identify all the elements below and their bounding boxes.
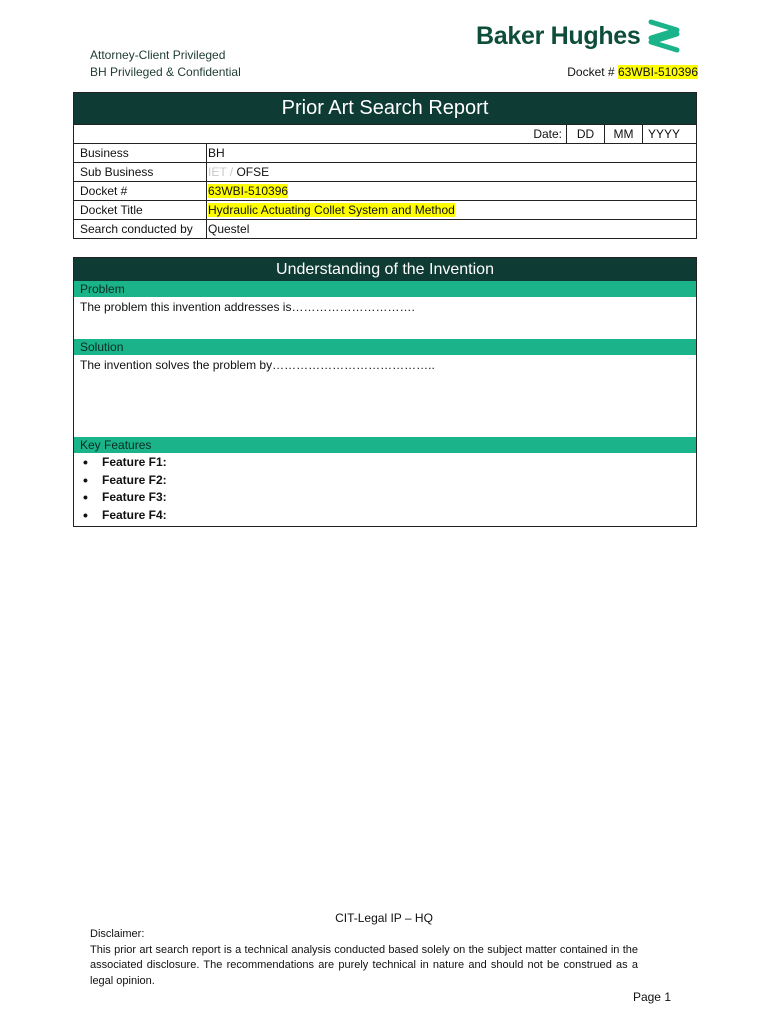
header-docket bbox=[567, 65, 698, 79]
footer-department: CIT-Legal IP – HQ bbox=[335, 911, 433, 925]
privilege-line-2: BH Privileged & Confidential bbox=[90, 65, 241, 79]
bullet-icon: • bbox=[83, 506, 88, 523]
sub-business-value bbox=[207, 163, 697, 182]
header-docket-label: Docket # bbox=[567, 65, 618, 79]
docket-label: Docket # bbox=[74, 182, 207, 201]
company-logo bbox=[476, 18, 681, 54]
header-docket-value: 63WBI-510396 bbox=[617, 65, 698, 79]
business-label: Business bbox=[74, 144, 207, 163]
logo-text: Baker Hughes bbox=[476, 21, 641, 50]
key-features-heading: Key Features bbox=[74, 437, 696, 453]
disclaimer bbox=[90, 927, 638, 989]
sub-business-current: OFSE bbox=[236, 165, 270, 179]
problem-text: The problem this invention addresses is…………………………. bbox=[80, 300, 415, 314]
feature-label: Feature F2: bbox=[102, 472, 167, 487]
list-item bbox=[80, 489, 690, 507]
business-value: BH bbox=[207, 144, 697, 163]
date-label: Date: bbox=[74, 125, 567, 144]
invention-section-title: Understanding of the Invention bbox=[74, 258, 696, 281]
sub-business-greyed: IET / bbox=[208, 165, 237, 179]
solution-text: The invention solves the problem by………………………………….. bbox=[80, 358, 435, 372]
docket-title-label: Docket Title bbox=[74, 201, 207, 220]
date-month: MM bbox=[605, 125, 643, 144]
search-by-value: Questel bbox=[207, 220, 697, 239]
feature-list bbox=[74, 453, 696, 526]
list-item bbox=[80, 507, 690, 525]
baker-hughes-logo-icon bbox=[647, 18, 681, 54]
bullet-icon: • bbox=[83, 489, 88, 505]
docket-value-cell bbox=[207, 182, 697, 201]
solution-heading: Solution bbox=[74, 339, 696, 355]
sub-business-label: Sub Business bbox=[74, 163, 207, 182]
feature-label: Feature F1: bbox=[102, 455, 167, 469]
docket-title-cell bbox=[207, 201, 697, 220]
disclaimer-label: Disclaimer: bbox=[90, 928, 145, 940]
table-row bbox=[74, 182, 697, 201]
report-title: Prior Art Search Report bbox=[74, 93, 697, 125]
date-year: YYYY bbox=[643, 125, 697, 144]
table-row bbox=[74, 220, 697, 239]
list-item bbox=[80, 472, 690, 490]
bullet-icon: • bbox=[83, 471, 88, 488]
list-item bbox=[80, 454, 690, 472]
report-info-table bbox=[73, 92, 697, 239]
privilege-notice bbox=[90, 47, 241, 81]
problem-heading: Problem bbox=[74, 281, 696, 297]
search-by-label: Search conducted by bbox=[74, 220, 207, 239]
feature-label: Feature F4: bbox=[102, 507, 167, 522]
table-row bbox=[74, 163, 697, 182]
page-number: Page 1 bbox=[632, 990, 671, 1004]
docket-value: 63WBI-510396 bbox=[208, 184, 289, 198]
bullet-icon: • bbox=[83, 454, 88, 470]
date-day: DD bbox=[567, 125, 605, 144]
table-row bbox=[74, 144, 697, 163]
docket-title-value: Hydraulic Actuating Collet System and Method bbox=[208, 203, 455, 217]
feature-label: Feature F3: bbox=[102, 490, 167, 504]
privilege-line-1: Attorney-Client Privileged bbox=[90, 48, 226, 62]
invention-section bbox=[73, 257, 697, 527]
disclaimer-text: This prior art search report is a technical analysis conducted based solely on the subject matter contained in the associated disclosure. The recommendations are purely technical in nature and should not be construed as a legal opinion. bbox=[90, 943, 638, 987]
table-row bbox=[74, 201, 697, 220]
